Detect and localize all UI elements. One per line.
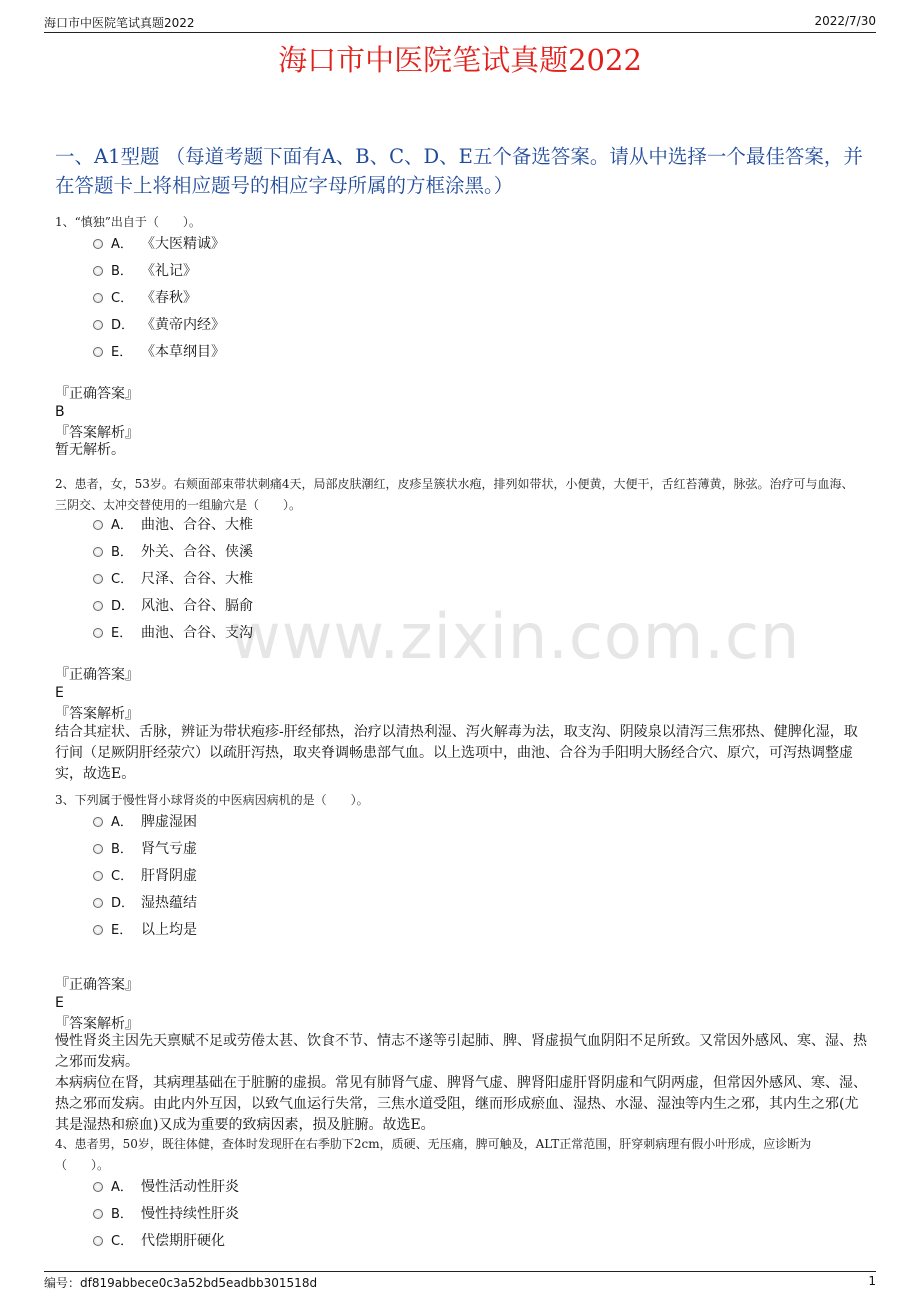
question-3-analysis-p2: 本病病位在肾，其病理基础在于脏腑的虚损。常见有肺肾气虚、脾肾气虚、脾肾阳虚肝肾阴虚和气阴两虚，但常因外感风、寒、湿、热之邪而发病。由此内外互因，以致气血运行失常，三焦水道受阻，继而形成瘀血、湿热、水湿、湿浊等内生之邪，其内生之邪(尤其是湿热和瘀血)又成为重要的致病因素，损及脏腑。故选E。 — [55, 1075, 867, 1133]
radio-icon[interactable] — [93, 898, 103, 908]
radio-icon[interactable] — [93, 817, 103, 827]
footer-doc-id: 编号：df819abbece0c3a52bd5eadbb301518d — [44, 1276, 318, 1290]
question-1-option-e[interactable]: E． 《本草纲目》 — [93, 342, 225, 362]
radio-icon[interactable] — [93, 925, 103, 935]
question-4-text: 4、患者男，50岁，既往体健，查体时发现肝在右季肋下2cm，质硬、无压痛，脾可触及，ALT正常范围，肝穿刺病理有假小叶形成，应诊断为（ ）。 — [55, 1137, 812, 1172]
radio-icon[interactable] — [93, 1209, 103, 1219]
radio-icon[interactable] — [93, 1182, 103, 1192]
question-4-option-b[interactable]: B． 慢性持续性肝炎 — [93, 1204, 239, 1224]
watermark: www.zixin.com.cn — [230, 600, 801, 673]
header-doc-title: 海口市中医院笔试真题2022 — [44, 16, 195, 30]
question-2-answer-label: 『正确答案』 — [55, 667, 139, 683]
radio-icon[interactable] — [93, 293, 103, 303]
page-number: 1 — [868, 1274, 876, 1288]
page-footer — [44, 1271, 876, 1290]
radio-icon[interactable] — [93, 547, 103, 557]
question-2-option-e[interactable]: E． 曲池、合谷、支沟 — [93, 623, 253, 643]
question-3-option-d[interactable]: D． 湿热蕴结 — [93, 893, 197, 913]
radio-icon[interactable] — [93, 871, 103, 881]
question-3-option-a[interactable]: A． 脾虚湿困 — [93, 812, 197, 832]
question-3-analysis-p1: 慢性肾炎主因先天禀赋不足或劳倦太甚、饮食不节、情志不遂等引起肺、脾、肾虚损气血阴阳不足所致。又常因外感风、寒、湿、热之邪而发病。 — [55, 1033, 867, 1070]
question-3-analysis-label: 『答案解析』 — [55, 1016, 139, 1032]
question-3-option-b[interactable]: B． 肾气亏虚 — [93, 839, 197, 859]
radio-icon[interactable] — [93, 1236, 103, 1246]
question-1-analysis-label: 『答案解析』 — [55, 425, 139, 441]
question-2-option-b[interactable]: B． 外关、合谷、侠溪 — [93, 542, 253, 562]
section-heading: 一、A1型题 （每道考题下面有A、B、C、D、E五个备选答案。请从中选择一个最佳答案，并在答题卡上将相应题号的相应字母所属的方框涂黑。） — [55, 145, 863, 197]
question-1-option-d[interactable]: D． 《黄帝内经》 — [93, 315, 225, 335]
question-1-answer: B — [55, 404, 65, 420]
question-2-analysis-label: 『答案解析』 — [55, 706, 139, 722]
radio-icon[interactable] — [93, 628, 103, 638]
radio-icon[interactable] — [93, 844, 103, 854]
question-1-option-b[interactable]: B． 《礼记》 — [93, 261, 197, 281]
question-4-option-a[interactable]: A． 慢性活动性肝炎 — [93, 1177, 239, 1197]
question-1-option-c[interactable]: C． 《春秋》 — [93, 288, 197, 308]
question-1-option-a[interactable]: A． 《大医精诚》 — [93, 234, 225, 254]
question-4-option-c[interactable]: C． 代偿期肝硬化 — [93, 1231, 225, 1251]
question-2-text: 2、患者，女，53岁。右颊面部束带状刺痛4天，局部皮肤潮红，皮疹呈簇状水疱，排列如带状，小便黄，大便干，舌红苔薄黄，脉弦。治疗可与血海、三阴交、太冲交替使用的一组腧穴是（ ）。 — [55, 477, 854, 512]
header-date: 2022/7/30 — [814, 14, 876, 28]
question-1-text: 1、“慎独”出自于（ ）。 — [55, 215, 201, 229]
question-3-answer-label: 『正确答案』 — [55, 977, 139, 993]
question-3-answer: E — [55, 995, 64, 1011]
page-title: 海口市中医院笔试真题2022 — [278, 43, 642, 77]
radio-icon[interactable] — [93, 320, 103, 330]
question-1-analysis: 暂无解析。 — [55, 442, 125, 458]
radio-icon[interactable] — [93, 266, 103, 276]
radio-icon[interactable] — [93, 239, 103, 249]
radio-icon[interactable] — [93, 601, 103, 611]
question-1-answer-label: 『正确答案』 — [55, 386, 139, 402]
question-2-analysis: 结合其症状、舌脉，辨证为带状疱疹-肝经郁热，治疗以清热利湿、泻火解毒为法，取支沟、阴陵泉以清泻三焦邪热、健脾化湿，取行间（足厥阴肝经荥穴）以疏肝泻热，取夹脊调畅患部气血。以上选项中，曲池、合谷为手阳明大肠经合穴、原穴，可泻热调整虚实，故选E。 — [55, 724, 858, 782]
question-3-option-c[interactable]: C． 肝肾阴虚 — [93, 866, 197, 886]
radio-icon[interactable] — [93, 347, 103, 357]
radio-icon[interactable] — [93, 520, 103, 530]
page-header — [44, 12, 876, 33]
question-2-option-d[interactable]: D． 风池、合谷、膈俞 — [93, 596, 253, 616]
radio-icon[interactable] — [93, 574, 103, 584]
question-3-option-e[interactable]: E． 以上均是 — [93, 920, 197, 940]
question-3-text: 3、下列属于慢性肾小球肾炎的中医病因病机的是（ ）。 — [55, 793, 369, 807]
question-2-option-a[interactable]: A． 曲池、合谷、大椎 — [93, 515, 253, 535]
question-2-answer: E — [55, 685, 64, 701]
question-2-option-c[interactable]: C． 尺泽、合谷、大椎 — [93, 569, 253, 589]
